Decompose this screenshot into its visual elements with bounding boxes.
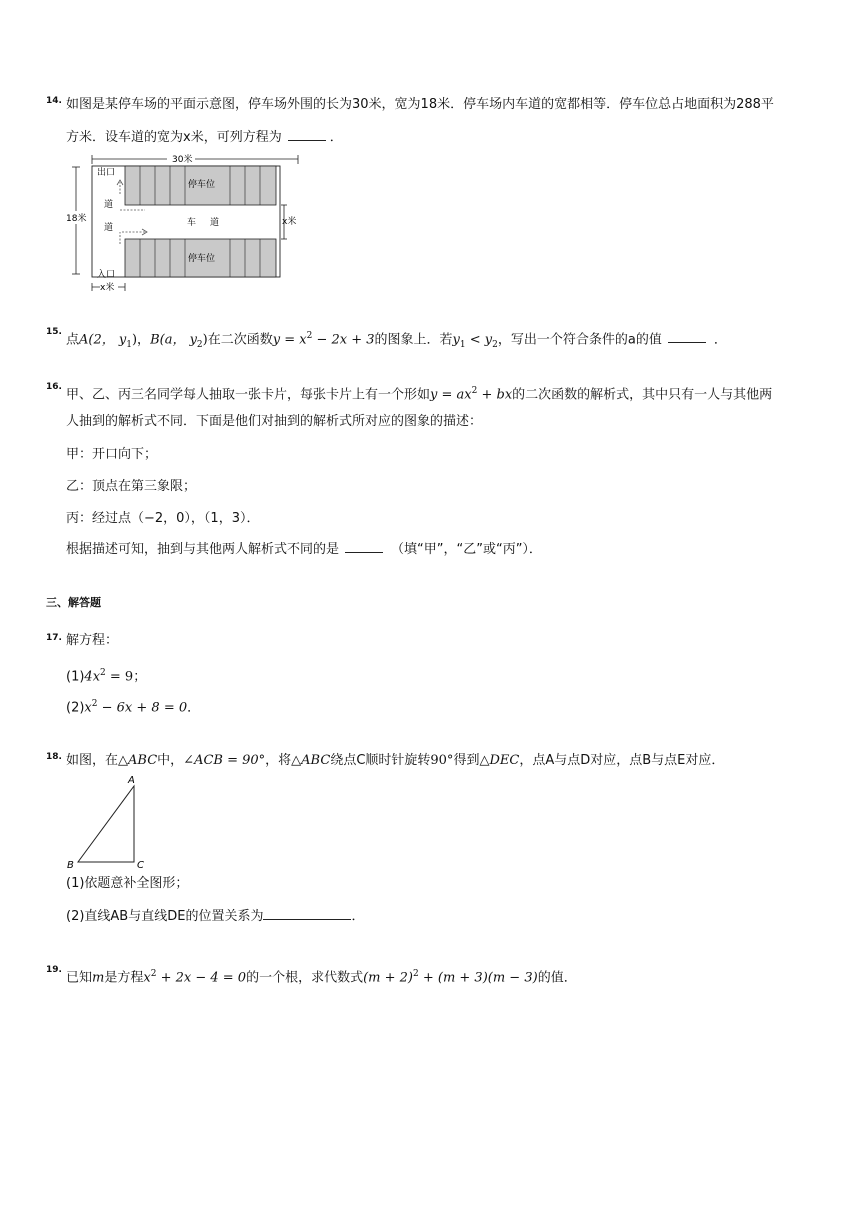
- q15-point-a: A(2， y: [79, 332, 127, 348]
- q19-expression-a: (m + 2): [363, 970, 413, 986]
- q16-line-jia: 甲：开口向下；: [66, 447, 158, 462]
- question-number-15: 15.: [46, 327, 62, 337]
- q19-expression-square: 2: [412, 969, 419, 979]
- q18-text-1: 如图，在: [66, 753, 119, 768]
- q15-text-2: 在二次函数: [207, 332, 273, 348]
- q18-angle: ∠ACB = 90°: [183, 753, 266, 768]
- question-number-14: 14.: [46, 96, 62, 106]
- q15-ineq-lt: < y: [465, 332, 493, 348]
- q16-function-rest: + bx: [477, 387, 513, 403]
- entrance-label: 入口: [97, 270, 116, 280]
- q18-part2-text: (2)直线AB与直线DE的位置关系为: [66, 909, 264, 924]
- q18-part1: (1)依题意补全图形；: [66, 876, 189, 891]
- q17-part1: [66, 664, 146, 686]
- q19-expression-b: + (m + 3)(m − 3): [418, 970, 538, 986]
- q17-part1-rhs: = 9: [105, 669, 134, 685]
- q15-close-2: ): [202, 332, 208, 348]
- q17-part2-end: ．: [187, 700, 201, 716]
- parking-label-top: 停车位: [188, 180, 216, 190]
- q15-square: 2: [306, 331, 313, 341]
- q18-text-2: 中，: [157, 753, 184, 768]
- q18-text-3: ，将: [265, 753, 292, 768]
- road-label-a: 车: [187, 218, 197, 228]
- vertex-c-label: C: [137, 860, 144, 871]
- q19-text-4: 的值．: [537, 970, 577, 986]
- q18-rotation: 90°: [430, 753, 454, 768]
- q15-function: y = x: [272, 332, 307, 348]
- question-number-18: 18.: [46, 752, 62, 762]
- q17-part1-end: ；: [133, 669, 147, 685]
- q14-line2-text: 方米．设车道的宽为x米，可列方程为: [66, 130, 282, 145]
- q16-text-6a: 根据描述可知，抽到与其他两人解析式不同的是: [66, 542, 340, 557]
- parking-label-bottom: 停车位: [188, 254, 216, 264]
- bottom-dimension-label: x米: [100, 283, 115, 293]
- q17-title: 解方程：: [66, 633, 119, 648]
- q17-part2: [66, 695, 200, 717]
- q18-answer-blank: [263, 919, 351, 920]
- q18-text-6: ，点A与点D对应，点B与点E对应．: [519, 753, 725, 768]
- q18-part2: [66, 908, 364, 926]
- parking-lot-figure: [62, 152, 307, 297]
- q17-part2-square: 2: [91, 699, 98, 709]
- q17-part1-lhs: 4x: [84, 669, 101, 685]
- q18-line1: [66, 752, 724, 770]
- q19-equation-rest: + 2x − 4 = 0: [156, 970, 247, 986]
- q15-function-rest: − 2x + 3: [312, 332, 375, 348]
- left-dimension-label: 18米: [66, 214, 87, 224]
- q18-triangle-abc-2: △ABC: [291, 753, 331, 768]
- q16-answer-blank: [345, 552, 383, 553]
- vertex-a-label: A: [128, 775, 135, 786]
- flow-label-b: 道: [104, 223, 114, 233]
- q19-text-1: 已知: [66, 970, 93, 986]
- q19-text-2: 是方程: [104, 970, 144, 986]
- q18-triangle-abc-1: △ABC: [118, 753, 158, 768]
- q17-part2-rhs: − 6x + 8 = 0: [97, 700, 188, 716]
- q18-part2-end: ．: [351, 909, 365, 924]
- top-dimension-label: 30米: [172, 155, 193, 165]
- q15-line: [66, 327, 727, 354]
- q16-line2: 人抽到的解析式不同．下面是他们对抽到的解析式所对应的图象的描述：: [66, 414, 483, 429]
- q16-line6: [66, 541, 542, 559]
- q15-text-4: ，写出一个符合条件的a的值: [497, 332, 662, 348]
- question-number-17: 17.: [46, 633, 62, 643]
- q15-sub-1: 1: [126, 339, 132, 350]
- question-number-19: 19.: [46, 965, 62, 975]
- q17-part2-label: (2): [66, 700, 85, 716]
- q19-line: [66, 965, 577, 987]
- q14-line2: [66, 129, 343, 147]
- right-dimension-label: x米: [282, 217, 297, 227]
- q18-triangle-dec: △DEC: [479, 753, 520, 768]
- q15-ineq-sub-2: 2: [492, 339, 498, 350]
- q15-text-3: 的图象上．若: [374, 332, 453, 348]
- q15-answer-blank: [668, 342, 706, 343]
- question-number-16: 16.: [46, 382, 62, 392]
- q16-text-6b: （填“甲”，“乙”或“丙”）．: [391, 542, 542, 557]
- q15-close-1: ): [131, 332, 138, 348]
- q15-ineq-sub-1: 1: [459, 339, 466, 350]
- q15-ineq-y1: y: [452, 332, 460, 348]
- triangle-figure: [62, 772, 162, 872]
- q19-equation-lhs: x: [143, 970, 151, 986]
- q18-text-4: 绕点C顺时针旋转: [330, 753, 431, 768]
- q16-text-1a: 甲、乙、丙三名同学每人抽取一张卡片，每张卡片上有一个形如: [66, 387, 431, 403]
- vertex-b-label: B: [67, 860, 74, 871]
- flow-label-a: 道: [104, 200, 114, 210]
- q16-line1: [66, 382, 772, 404]
- q18-text-5: 得到: [453, 753, 480, 768]
- q15-end: ．: [713, 332, 727, 348]
- q16-square: 2: [471, 386, 478, 396]
- q15-text-1: 点: [66, 332, 80, 348]
- q15-point-b: B(a， y: [150, 332, 197, 348]
- q19-text-3: 的一个根，求代数式: [246, 970, 364, 986]
- q14-line1: 如图是某停车场的平面示意图，停车场外围的长为30米，宽为18米．停车场内车道的宽都相等．停车位总占地面积为288平: [66, 97, 774, 112]
- q17-part2-lhs: x: [84, 700, 92, 716]
- q14-answer-blank: [288, 140, 326, 141]
- q14-line2-end: ．: [329, 130, 343, 145]
- q19-equation-square: 2: [150, 969, 157, 979]
- q16-text-1b: 的二次函数的解析式，其中只有一人与其他两: [512, 387, 773, 403]
- triangle-abc: [78, 786, 134, 862]
- q15-sep: ，: [137, 332, 151, 348]
- section-heading: 三、解答题: [46, 596, 101, 609]
- exit-label: 出口: [97, 168, 116, 178]
- q17-part1-label: (1): [66, 669, 85, 685]
- q16-function: y = ax: [430, 387, 472, 403]
- q16-line-yi: 乙：顶点在第三象限；: [66, 479, 197, 494]
- q16-line-bing: 丙：经过点（−2，0），（1，3）．: [66, 511, 260, 526]
- q15-sub-2: 2: [196, 339, 203, 350]
- q19-var-m: m: [92, 970, 105, 986]
- road-label-b: 道: [210, 218, 220, 228]
- q17-part1-square: 2: [100, 668, 106, 678]
